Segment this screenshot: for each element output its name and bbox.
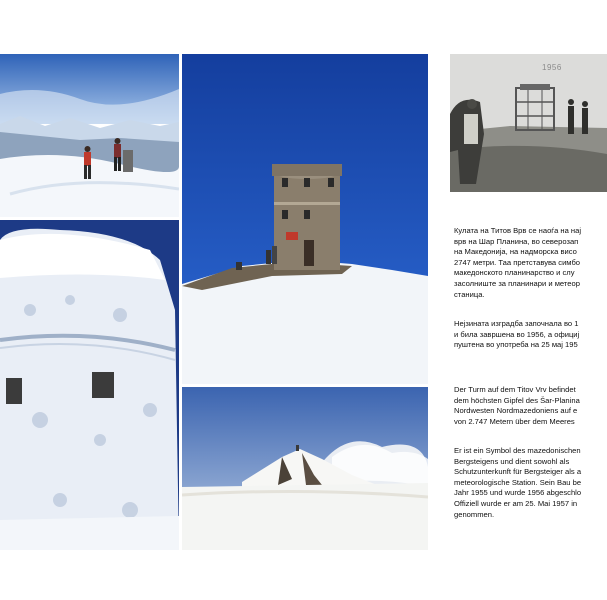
year-label: 1956 (542, 63, 562, 72)
text-line: врв на Шар Планина, во северозап (454, 236, 579, 246)
text-line: genommen. (454, 509, 495, 519)
photo-historic-1956 (450, 54, 607, 192)
text-line: станица. (454, 289, 485, 299)
text-line: Schutzunterkunft für Bergsteiger als a (454, 467, 582, 477)
text-line: dem höchsten Gipfel des Šar-Planina (454, 395, 580, 405)
text-line: Jahr 1955 und wurde 1956 abgeschlo (454, 488, 582, 498)
text-line: Offiziell wurde er am 25. Mai 1957 in (454, 498, 578, 508)
photo-summit-hikers (0, 54, 179, 217)
text-line: von 2.747 Metern über dem Meeres (454, 416, 575, 426)
text-line: македонското планинарство и слу (454, 268, 575, 278)
text-line: пуштена во употреба на 25 мај 195 (454, 340, 578, 350)
text-line: и била завршена во 1956, а официј (454, 329, 580, 339)
text-line: Кулата на Титов Врв се наоѓа на нај (454, 226, 582, 235)
paragraph-de-1 (454, 385, 580, 427)
text-line: 2747 метри. Таа претставува симбо (454, 257, 581, 267)
photo-stone-tower (182, 54, 428, 384)
text-line: Nordwesten Nordmazedoniens auf e (454, 406, 578, 416)
text-line: засолниште за планинари и метеор (454, 278, 580, 288)
text-line: meteorologische Station. Sein Bau be (454, 477, 582, 487)
photo-snowy-peak (182, 387, 428, 550)
photo-frozen-tower (0, 220, 179, 550)
text-line: Er ist ein Symbol des mazedonischen (454, 446, 581, 455)
text-line: на Македонија, на надморска висо (454, 247, 577, 257)
paragraph-mk-1 (454, 226, 581, 300)
paragraph-de-2 (454, 446, 581, 520)
text-line: Нејзината изградба започнала во 1 (454, 319, 579, 328)
description-text (454, 220, 607, 560)
paragraph-mk-2 (454, 319, 579, 351)
text-line: Bergsteigens und dient sowohl als (454, 456, 570, 466)
text-line: Der Turm auf dem Titov Vrv befindet (454, 385, 576, 394)
